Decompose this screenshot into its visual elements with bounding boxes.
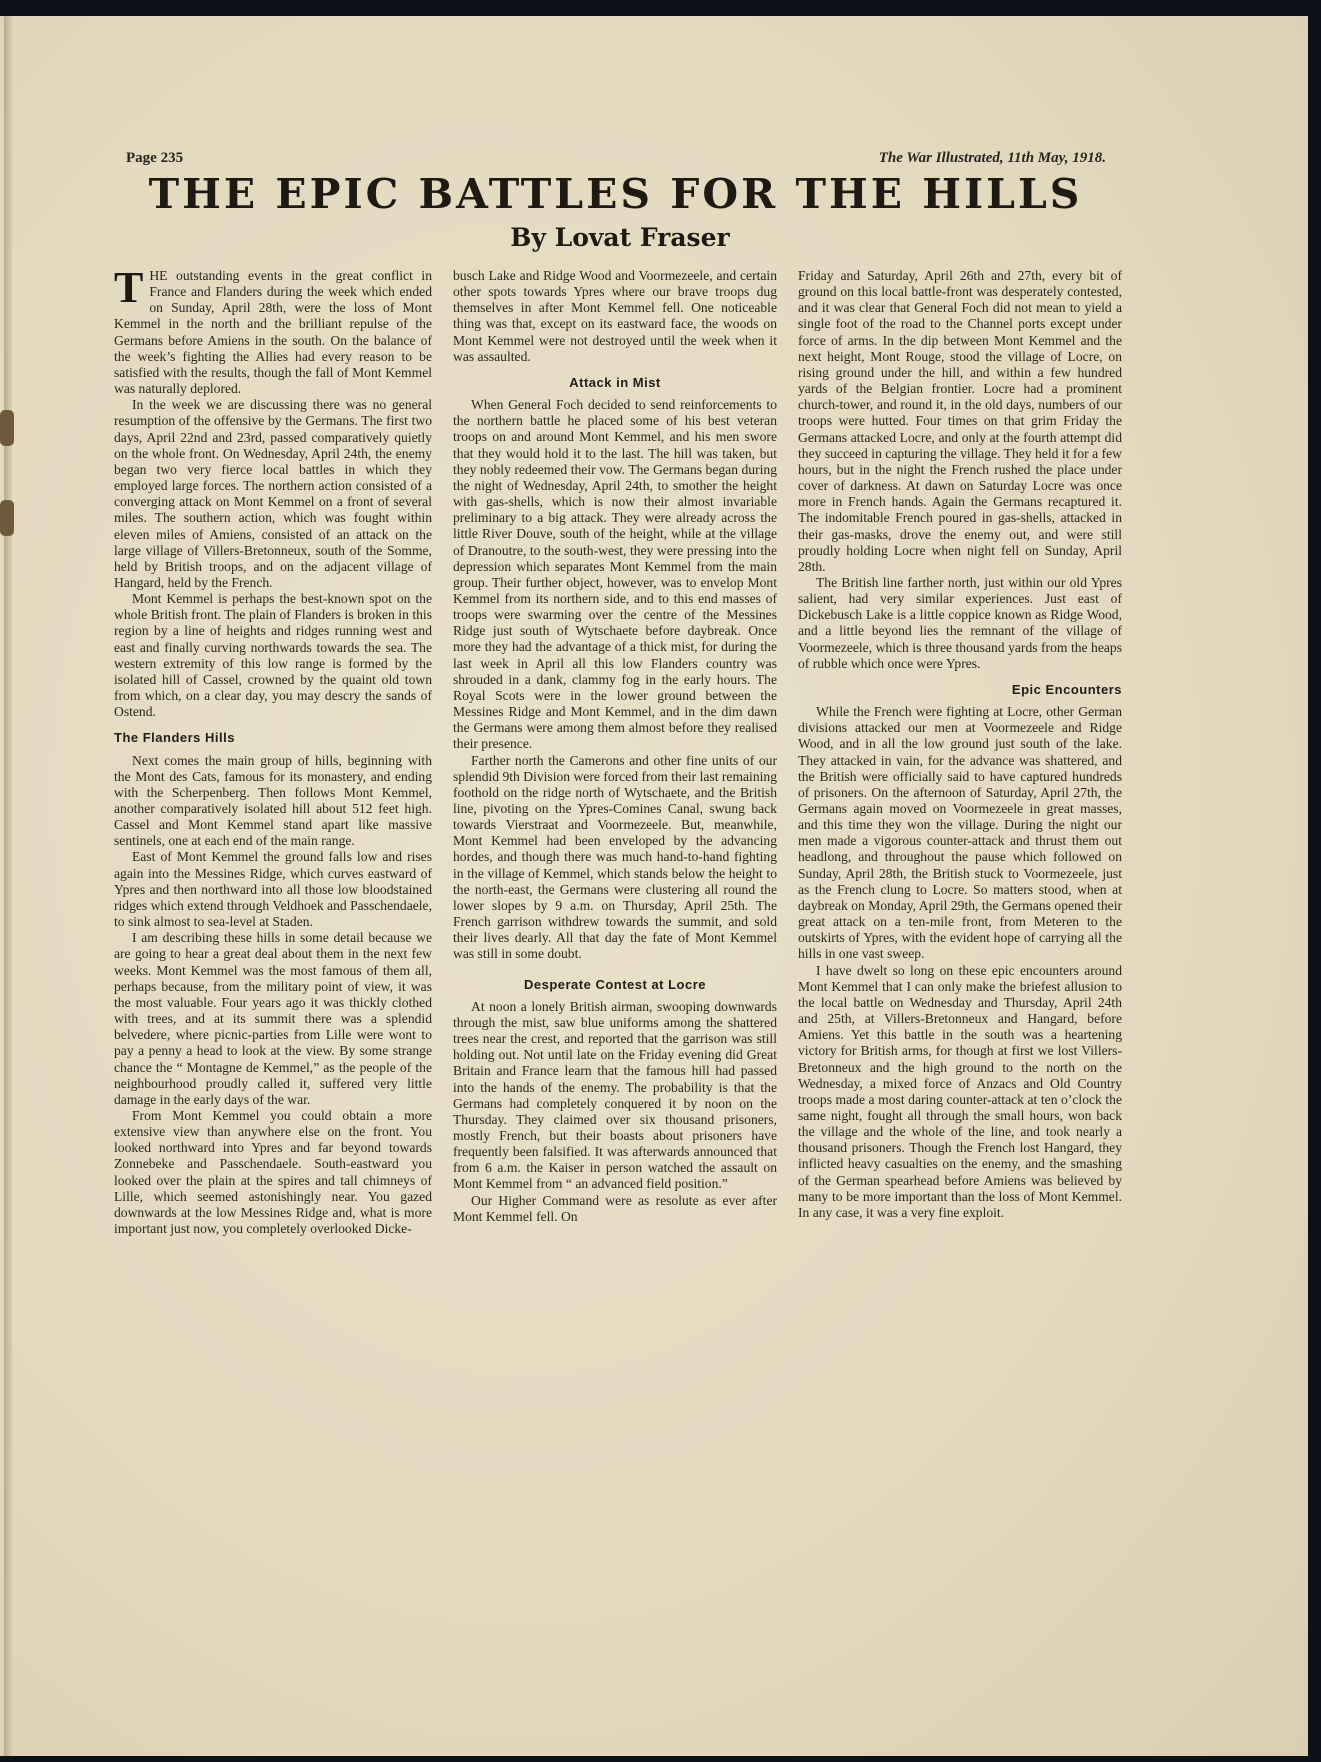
paragraph: busch Lake and Ridge Wood and Voormezeele, and certain other spots towards Ypres where our brave troops dug themselves in after Mont Kemmel fell. One noticeable thing was that, except on its eastward face, the woods on Mont Kemmel were not destroyed until the week when it was assaulted. bbox=[453, 268, 777, 364]
section-heading: Desperate Contest at Locre bbox=[523, 976, 707, 992]
page-binding-edge bbox=[4, 16, 12, 1756]
paragraph: Next comes the main group of hills, beginning with the Mont des Cats, famous for its monastery, and ending with the Scherpenberg. Then follows Mont Kemmel, another comparatively isolated hill about 512 feet high. Cassel and Mont Kemmel stand apart like massive sentinels, one at each end of the main range. bbox=[114, 752, 432, 849]
publication-line: The War Illustrated, 11th May, 1918. bbox=[878, 150, 1106, 166]
column-2 bbox=[453, 268, 777, 1225]
paragraph: Our Higher Command were as resolute as ever after Mont Kemmel fell. On bbox=[453, 1192, 777, 1224]
paragraph: THE outstanding events in the great conflict in France and Flanders during the week which ended on Sunday, April 28th, were the loss of Mont Kemmel in the north and the brilliant repulse of the Germans before Amiens in the south. On the balance of the week’s fighting the Allies had every reason to be satisfied with the results, though the fall of Mont Kemmel was naturally deplored. bbox=[114, 263, 432, 397]
section-heading: Epic Encounters bbox=[1011, 681, 1122, 697]
paragraph: At noon a lonely British airman, swooping downwards through the mist, saw blue uniforms among the shattered trees near the crest, and reported that the garrison was still holding out. Not until late on the Friday evening did Great Britain and France learn that the famous hill had passed into the hands of the enemy. The probability is that the Germans had completely conquered it by noon on the Thursday. They claimed over six thousand prisoners, mostly French, but their boasts about prisoners have frequently been falsified. It was afterwards announced that from 6 a.m. the Kaiser in person watched the assault on Mont Kemmel from “ an advanced field position.” bbox=[453, 998, 777, 1192]
paragraph: Mont Kemmel is perhaps the best-known spot on the whole British front. The plain of Flanders is broken in this region by a line of heights and ridges running west and east and finally curving northwards towards the sea. The western extremity of this low range is formed by the isolated hill of Cassel, crowned by the quaint old town from which, on a clear day, you may descry the sands of Ostend. bbox=[114, 591, 432, 720]
binding-staple bbox=[0, 410, 14, 446]
paragraph: The British line farther north, just within our old Ypres salient, had very similar experiences. Just east of Dickebusch Lake is a little coppice known as Ridge Wood, and a little beyond lies the remnant of the village of Voormezeele, which is three thousand yards from the heaps of rubble which once were Ypres. bbox=[798, 574, 1122, 671]
page-number: Page 235 bbox=[126, 150, 184, 166]
section-heading: Attack in Mist bbox=[569, 374, 661, 390]
paragraph: While the French were fighting at Locre, other German divisions attacked our men at Voormezeele and Ridge Wood, and in all the low ground just south of the lake. They attacked in vain, for the advance was shattered, and the British were officially said to have captured hundreds of prisoners. On the afternoon of Saturday, April 27th, the Germans again moved on Voormezeele in great masses, and this time they won the village. During the night our men made a vigorous counter-attack and thrust them out headlong, and throughout the pause which followed on Sunday, April 28th, the British stuck to Voormezeele, just as the French clung to Locre. So matters stood, when at daybreak on Monday, April 29th, the Germans opened their great attack on a ten-mile front, from Meteren to the outskirts of Ypres, with the evident hope of carrying all the hills in one vast sweep. bbox=[798, 704, 1122, 962]
paragraph: I have dwelt so long on these epic encounters around Mont Kemmel that I can only make the briefest allusion to the local battle on Wednesday and Thursday, April 24th and 25th, at Villers-Bretonneux and Hangard, before Amiens. Yet this battle in the south was a heartening victory for British arms, for though at first we lost Villers-Bretonneux and the high ground to the north on the Wednesday, a mixed force of Anzacs and Old Country troops made a most daring counter-attack at ten o’clock the same night, fought all through the small hours, won back the village and the whole of the line, and took nearly a thousand prisoners. Though the French lost Hangard, they inflicted heavy casualties on the enemy, and the smashing of the German spearhead before Amiens was believed by many to be more important than the loss of Mont Kemmel. In any case, it was a very fine exploit. bbox=[798, 962, 1122, 1220]
section-heading: The Flanders Hills bbox=[114, 730, 235, 746]
paragraph: I am describing these hills in some detail because we are going to hear a great deal about them in the next few weeks. Mont Kemmel was the most famous of them all, perhaps because, from the military point of view, it was the most valuable. Four years ago it was thickly clothed with trees, and at its summit there was a splendid belvedere, where picnic-parties from Lille were wont to pay a penny a head to look at the view. By some strange chance the “ Montagne de Kemmel,” as the people of the neighbourhood proudly called it, suffered very little damage in the early days of the war. bbox=[114, 930, 432, 1107]
paragraph: In the week we are discussing there was no general resumption of the offensive by the Germans. The first two days, April 22nd and 23rd, passed comparatively quietly on the whole front. On Wednesday, April 24th, the enemy began two very fierce local battles in which they employed large forces. The northern action consisted of a converging attack on Mont Kemmel on a front of several miles. The southern action, which was fought within eleven miles of Amiens, consisted of an attack on the large village of Villers-Bretonneux, south of the Somme, held by British troops, and on the adjacent village of Hangard, held by the French. bbox=[114, 397, 432, 590]
column-3 bbox=[798, 268, 1122, 1221]
drop-cap: T bbox=[114, 263, 144, 312]
paragraph: When General Foch decided to send reinforcements to the northern battle he placed some of his best veteran troops on and around Mont Kemmel, and his men swore that they would hold it to the last. The hill was taken, but they nobly redeemed their vow. The Germans began during the night of Wednesday, April 24th, to smother the height with gas-shells, which is now their almost invariable preliminary to a big attack. They were already across the little River Douve, south of the height, while at the village of Dranoutre, to the south-west, they were pressing into the depression which separates Mont Kemmel from the main group. Their further object, however, was to envelop Mont Kemmel from its northern side, and to this end masses of troops were swarming over the centre of the Messines Ridge just south of Wytschaete before daybreak. Once more they had the advantage of a thick mist, for during the last week in April all this low Flanders country was shrouded in a dank, clammy fog in the early hours. The Royal Scots were in the lower ground between the Messines Ridge and Mont Kemmel, and in the dim dawn the Germans were among them almost before they realised their presence. bbox=[453, 397, 777, 752]
paragraph: Farther north the Camerons and other fine units of our splendid 9th Division were forced from their last remaining foothold on the ridge north of Wytschaete, and the British line, pivoting on the Ypres-Comines Canal, swung back towards Vierstraat and Voormezeele. But, meanwhile, Mont Kemmel had been enveloped by the advancing hordes, and though there was much hand-to-hand fighting in the village of Kemmel, which stands below the height to the north-east, the Germans were clustering all round the lower slopes by 9 a.m. on Thursday, April 25th. The French garrison withdrew towards the summit, and sold their lives dearly. All that day the fate of Mont Kemmel was still in some doubt. bbox=[453, 752, 777, 962]
paragraph: East of Mont Kemmel the ground falls low and rises again into the Messines Ridge, which curves eastward of Ypres and then northward into all those low bloodstained ridges which extend through Veldhoek and Passchendaele, to sink almost to sea-level at Staden. bbox=[114, 849, 432, 930]
column-1 bbox=[114, 263, 432, 1237]
binding-staple bbox=[0, 500, 14, 536]
paragraph: From Mont Kemmel you could obtain a more extensive view than anywhere else on the front. You looked northward into Ypres and far beyond towards Zonnebeke and Passchendaele. South-eastward you looked over the plain at the spires and tall chimneys of Lille, which seemed astonishingly near. You gazed downwards at the low Messines Ridge and, what is more important just now, you completely overlooked Dicke- bbox=[114, 1107, 432, 1237]
paragraph: Friday and Saturday, April 26th and 27th, every bit of ground on this local battle-front was desperately contested, and it was clear that General Foch did not mean to yield a single foot of the road to the Channel ports except under force of arms. In the dip between Mont Kemmel and the next height, Mont Rouge, stood the village of Locre, on rising ground under the hill, and within a few hundred yards of the Belgian frontier. Locre had a prominent church-tower, and round it, in the old days, numbers of our troops were hutted. Four times on that grim Friday the Germans attacked Locre, and only at the fourth attempt did they succeed in capturing the village. They held it for a few hours, but in the night the French rushed the place under cover of darkness. At dawn on Saturday Locre was once more in French hands. Again the Germans recaptured it. The indomitable French poured in gas-shells, attacked in their gas-masks, drove the enemy out, and were still proudly holding Locre when night fell on Sunday, April 28th. bbox=[798, 268, 1122, 574]
article-byline: By Lovat Fraser bbox=[510, 223, 730, 252]
article-title: THE EPIC BATTLES FOR THE HILLS bbox=[148, 170, 1083, 218]
